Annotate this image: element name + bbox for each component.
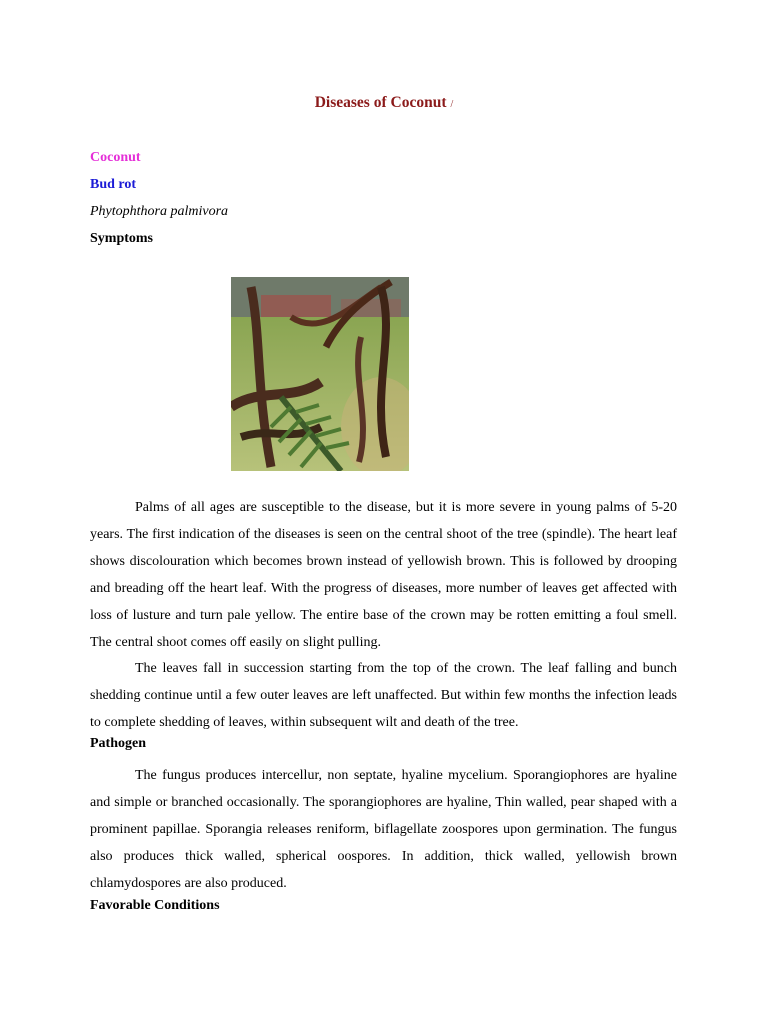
page-title-tail: /: [450, 99, 454, 110]
pathogen-paragraph: The fungus produces intercellur, non septate, hyaline mycelium. Sporangiophores are hyaline and simple or branched occasionally. The sporangiophores are hyaline, Thin walled, pear shaped with a prominent papillae. Sporangia releases reniform, biflagellate zoospores upon germination. The fungus also produces thick walled, spherical oospores. In addition, thick walled, yellowish brown chlamydospores are also produced.: [90, 768, 677, 891]
favorable-conditions-heading: Favorable Conditions: [90, 898, 220, 913]
disease-heading: Bud rot: [90, 177, 137, 192]
page-title: [0, 94, 768, 112]
page-title-text: Diseases of Coconut: [314, 94, 447, 111]
crop-heading: Coconut: [90, 150, 141, 165]
symptoms-heading: Symptoms: [90, 231, 154, 246]
symptoms-paragraph-1: Palms of all ages are susceptible to the disease, but it is more severe in young palms of 5-20 years. The first indication of the diseases is seen on the central shoot of the tree (spindle). The heart leaf shows discolouration which becomes brown instead of yellowish brown. This is followed by drooping and breading off the heart leaf. With the progress of diseases, more number of leaves get affected with loss of lusture and turn pale yellow. The entire base of the crown may be rotten emitting a foul smell. The central shoot comes off easily on slight pulling.: [90, 500, 677, 650]
pathogen-heading: Pathogen: [90, 736, 146, 751]
pathogen-species: Phytophthora palmivora: [90, 204, 229, 219]
symptoms-paragraph-2: The leaves fall in succession starting from the top of the crown. The leaf falling and bunch shedding continue until a few outer leaves are left unaffected. But within few months the infection leads to complete shedding of leaves, within subsequent wilt and death of the tree.: [90, 661, 677, 730]
bud-rot-photo: [231, 277, 409, 471]
